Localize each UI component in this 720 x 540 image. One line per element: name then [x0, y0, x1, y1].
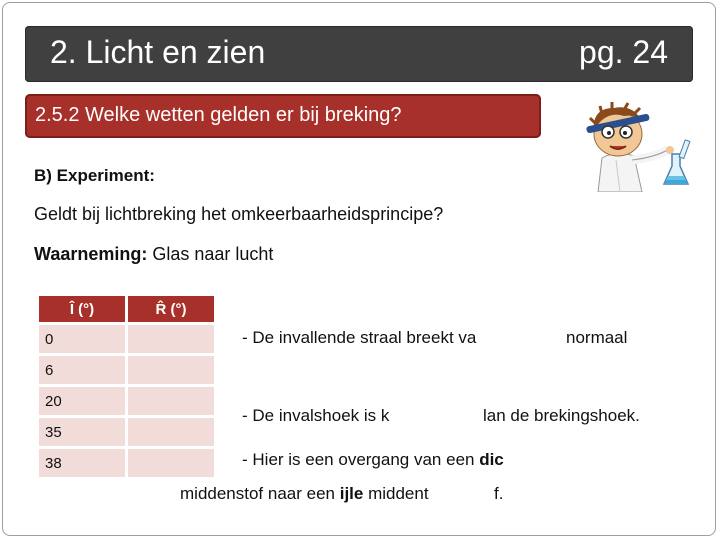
statement-1 [242, 328, 476, 348]
cell-refraction [128, 325, 214, 353]
cell-incidence: 20 [39, 387, 125, 415]
statement-4 [180, 484, 429, 504]
cell-refraction [128, 449, 214, 477]
cell-incidence: 38 [39, 449, 125, 477]
header-incidence-angle: Î (°) [39, 296, 125, 322]
cover-mask [462, 482, 494, 506]
table-row [39, 387, 214, 415]
observation-value: Glas naar lucht [152, 244, 274, 264]
statement-4-bold: ijle [339, 484, 364, 503]
statement-3-bold: dic [479, 450, 504, 469]
observation-line [34, 244, 273, 265]
section-bar [25, 94, 541, 138]
cover-mask [410, 404, 440, 428]
statement-2-end: lan de brekingshoek. [483, 406, 640, 425]
cell-incidence: 35 [39, 418, 125, 446]
table-row [39, 325, 214, 353]
table-row [39, 356, 214, 384]
statement-1-end: normaal [566, 328, 628, 347]
statement-4-mid: middent [363, 484, 429, 503]
statement-4-end: f. [494, 484, 504, 503]
statement-1-start: - De invallende straal breekt va [242, 328, 477, 347]
cell-incidence: 0 [39, 325, 125, 353]
angle-table [36, 293, 217, 480]
experiment-heading: B) Experiment: [34, 166, 155, 185]
statement-2-start: - De invalshoek is k [242, 406, 390, 425]
cell-refraction [128, 387, 214, 415]
statement-4-start: middenstof naar een [180, 484, 340, 503]
scientist-with-flask-icon [572, 100, 698, 192]
statement-3 [242, 450, 504, 470]
table-row [39, 449, 214, 477]
cell-refraction [128, 418, 214, 446]
page-number: pg. 24 [579, 34, 668, 70]
section-title: 2.5.2 Welke wetten gelden er bij breking? [35, 104, 402, 126]
statement-2 [242, 406, 389, 426]
statement-3-start: - Hier is een overgang van een [242, 450, 480, 469]
cell-refraction [128, 356, 214, 384]
table-header-row [39, 296, 214, 322]
header-refraction-angle: R̂ (°) [128, 296, 214, 322]
slide-title: 2. Licht en zien [50, 34, 266, 70]
experiment-question: Geldt bij lichtbreking het omkeerbaarheidsprincipe? [34, 204, 444, 224]
table-row [39, 418, 214, 446]
cell-incidence: 6 [39, 356, 125, 384]
observation-label: Waarneming: [34, 244, 148, 264]
title-bar [25, 26, 693, 82]
